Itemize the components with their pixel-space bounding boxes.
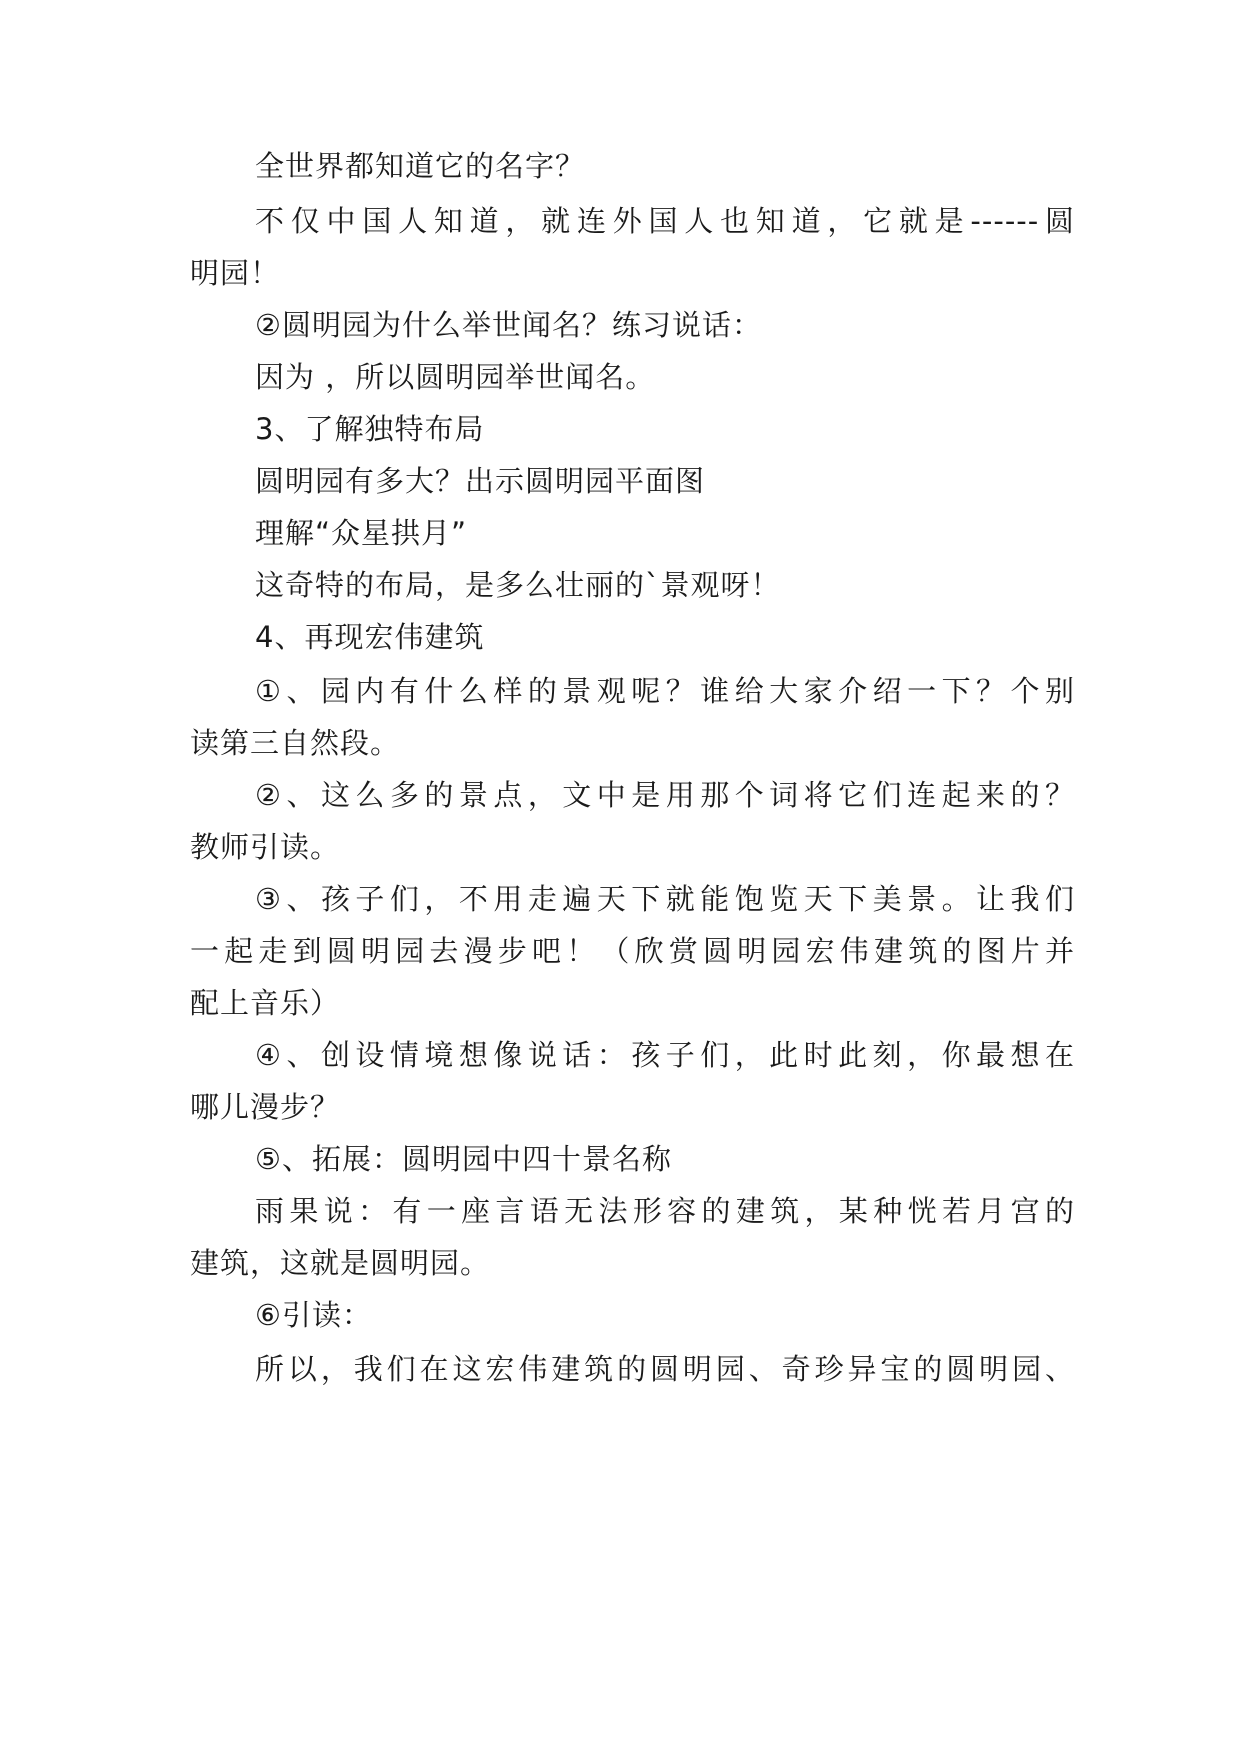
text-line: 配上音乐） (190, 986, 341, 1020)
text-line: ③、孩子们，不用走遍天下就能饱览天下美景。让我们 (255, 882, 1075, 916)
text-line: 读第三自然段。 (190, 726, 401, 760)
text-line: 不仅中国人知道，就连外国人也知道，它就是------圆 (255, 204, 1075, 238)
text-line: ⑥引读： (255, 1298, 372, 1332)
text-line: 建筑，这就是圆明园。 (190, 1246, 491, 1280)
text-line: 因为 ，所以圆明园举世闻名。 (255, 360, 656, 394)
text-line: 全世界都知道它的名字？ (255, 149, 586, 183)
text-line: ②圆明园为什么举世闻名？练习说话： (255, 308, 762, 342)
text-line: 圆明园有多大？出示圆明园平面图 (255, 464, 706, 498)
text-line: ②、这么多的景点，文中是用那个词将它们连起来的？ (255, 778, 1075, 812)
text-line: ⑤、拓展：圆明园中四十景名称 (255, 1142, 672, 1176)
text-line: 雨果说：有一座言语无法形容的建筑，某种恍若月宫的 (255, 1194, 1075, 1228)
text-line: 哪儿漫步？ (190, 1090, 341, 1124)
text-line: 一起走到圆明园去漫步吧！（欣赏圆明园宏伟建筑的图片并 (190, 934, 1075, 968)
text-line: 教师引读。 (190, 830, 341, 864)
section-heading: 4、再现宏伟建筑 (255, 620, 485, 654)
text-line: 明园！ (190, 256, 281, 290)
text-line: ①、园内有什么样的景观呢？谁给大家介绍一下？个别 (255, 674, 1075, 708)
text-line: 这奇特的布局，是多么壮丽的`景观呀！ (255, 568, 781, 602)
section-heading: 3、了解独特布局 (255, 412, 485, 446)
text-line: 理解“众星拱月” (255, 516, 468, 550)
text-line: ④、创设情境想像说话：孩子们，此时此刻，你最想在 (255, 1038, 1075, 1072)
text-line: 所以，我们在这宏伟建筑的圆明园、奇珍异宝的圆明园、 (255, 1352, 1075, 1386)
